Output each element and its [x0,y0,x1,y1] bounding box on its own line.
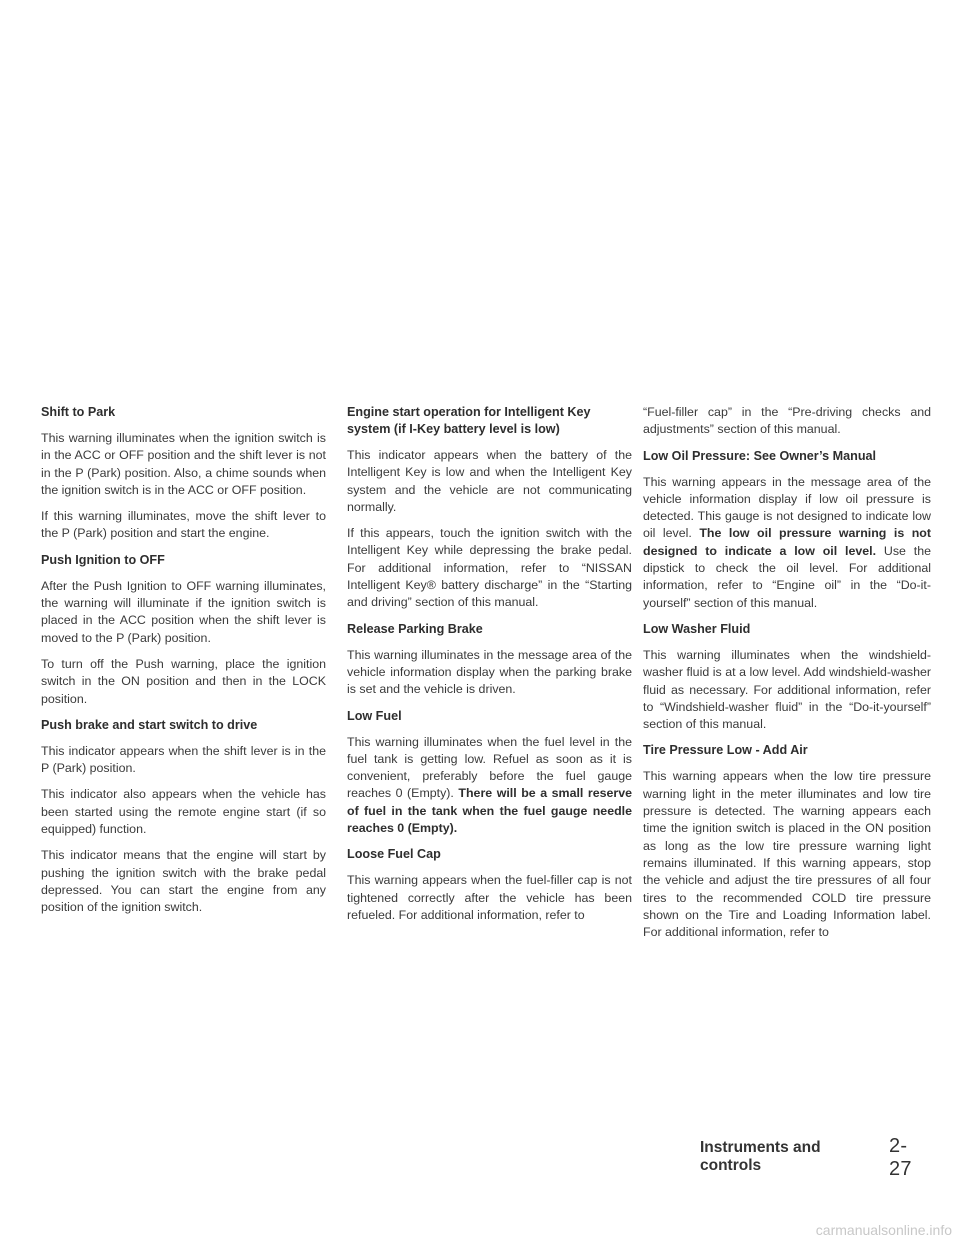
heading-low-washer-fluid: Low Washer Fluid [643,621,751,636]
footer-section-title: Instruments and controls [700,1139,821,1174]
heading-tire-pressure-low: Tire Pressure Low - Add Air [643,743,808,758]
heading-push-ignition-off: Push Ignition to OFF [41,552,165,567]
heading-engine-start-ikey: Engine start operation for Intelligent Key system (if I-Key battery level is low) [347,405,591,436]
heading-low-fuel: Low Fuel [347,708,402,723]
text: This warning illuminates when the fuel level in the fuel tank is getting low. Refuel as soon as it is convenient, preferably before the fuel gauge reaches 0 (Empty). [347,734,632,801]
page-number: 2-27 [889,1135,912,1180]
paragraph: To turn off the Push warning, place the ignition switch in the ON position and then in the LOCK position. [41,656,326,706]
paragraph: This warning illuminates in the message area of the vehicle information display when the parking brake is set and the vehicle is driven. [347,647,632,697]
heading-push-brake-start: Push brake and start switch to drive [41,717,258,732]
paragraph: If this appears, touch the ignition switch with the Intelligent Key while depressing the brake pedal. For additional information, refer to “NISSAN Intelligent Key® battery discharge” in the “Starting and driving” section of this manual. [347,526,632,610]
paragraph: If this warning illuminates, move the shift lever to the P (Park) position and start the engine. [41,509,326,541]
paragraph: This indicator appears when the battery of the Intelligent Key is low and when the Intelligent Key system and the vehicle are not communicating normally. [347,448,632,514]
column-right [643,404,931,950]
paragraph [643,474,931,612]
heading-loose-fuel-cap: Loose Fuel Cap [347,847,441,862]
column-middle [347,404,632,933]
bold-warning-text: The low oil pressure warning is not designed to indicate a low oil level. [643,526,931,558]
paragraph: This indicator means that the engine will start by pushing the ignition switch with the brake pedal depressed. You can start the engine from any position of the ignition switch. [41,848,326,915]
paragraph: This warning appears when the low tire pressure warning light in the meter illuminates and low tire pressure is detected. The warning appears each time the ignition switch is placed in the ON position as long as the low tire pressure warning light remains illuminated. If this warning appears, stop the vehicle and adjust the tire pressures of all four tires to the recommended COLD tire pressure shown on the Tire and Loading Information label. For additional information, refer to [643,769,931,940]
paragraph: After the Push Ignition to OFF warning illuminates, the warning will illuminate if the ignition switch is placed in the ACC position when the shift lever is moved to the P (Park) position. [41,578,326,645]
heading-release-parking-brake: Release Parking Brake [347,621,483,636]
page-footer [700,1135,930,1181]
column-left [41,404,326,926]
heading-shift-to-park: Shift to Park [41,405,116,419]
paragraph [347,734,632,838]
paragraph: This indicator appears when the shift lever is in the P (Park) position. [41,743,326,776]
paragraph: This warning illuminates when the windshield-washer fluid is at a low level. Add windshield-washer fluid as necessary. For additional information, refer to “Windshield-washer fluid” in the “Do-it-yourself” section of this manual. [643,647,931,732]
text: This warning appears in the message area of the vehicle information display if low oil pressure is detected. This gauge is not designed to indicate low oil level. [643,474,931,541]
paragraph: This warning appears when the fuel-filler cap is not tightened correctly after the vehicle has been refueled. For additional information, refer to [347,873,632,922]
heading-low-oil-pressure: Low Oil Pressure: See Owner’s Manual [643,448,877,463]
paragraph: This warning illuminates when the ignition switch is in the ACC or OFF position and the shift lever is not in the P (Park) position. Also, a chime sounds when the ignition switch is in the ACC or OFF position. [41,431,326,497]
text: Use the dipstick to check the oil level. For additional information, refer to “Engine oil” in the “Do-it-yourself” section of this manual. [643,543,932,610]
paragraph: “Fuel-filler cap” in the “Pre-driving checks and adjustments” section of this manual. [643,405,931,437]
watermark: carmanualsonline.info [815,1222,952,1238]
bold-warning-text: There will be a small reserve of fuel in the tank when the fuel gauge needle reaches 0 (Empty). [347,786,632,836]
paragraph: This indicator also appears when the vehicle has been started using the remote engine start (if so equipped) function. [41,787,326,837]
